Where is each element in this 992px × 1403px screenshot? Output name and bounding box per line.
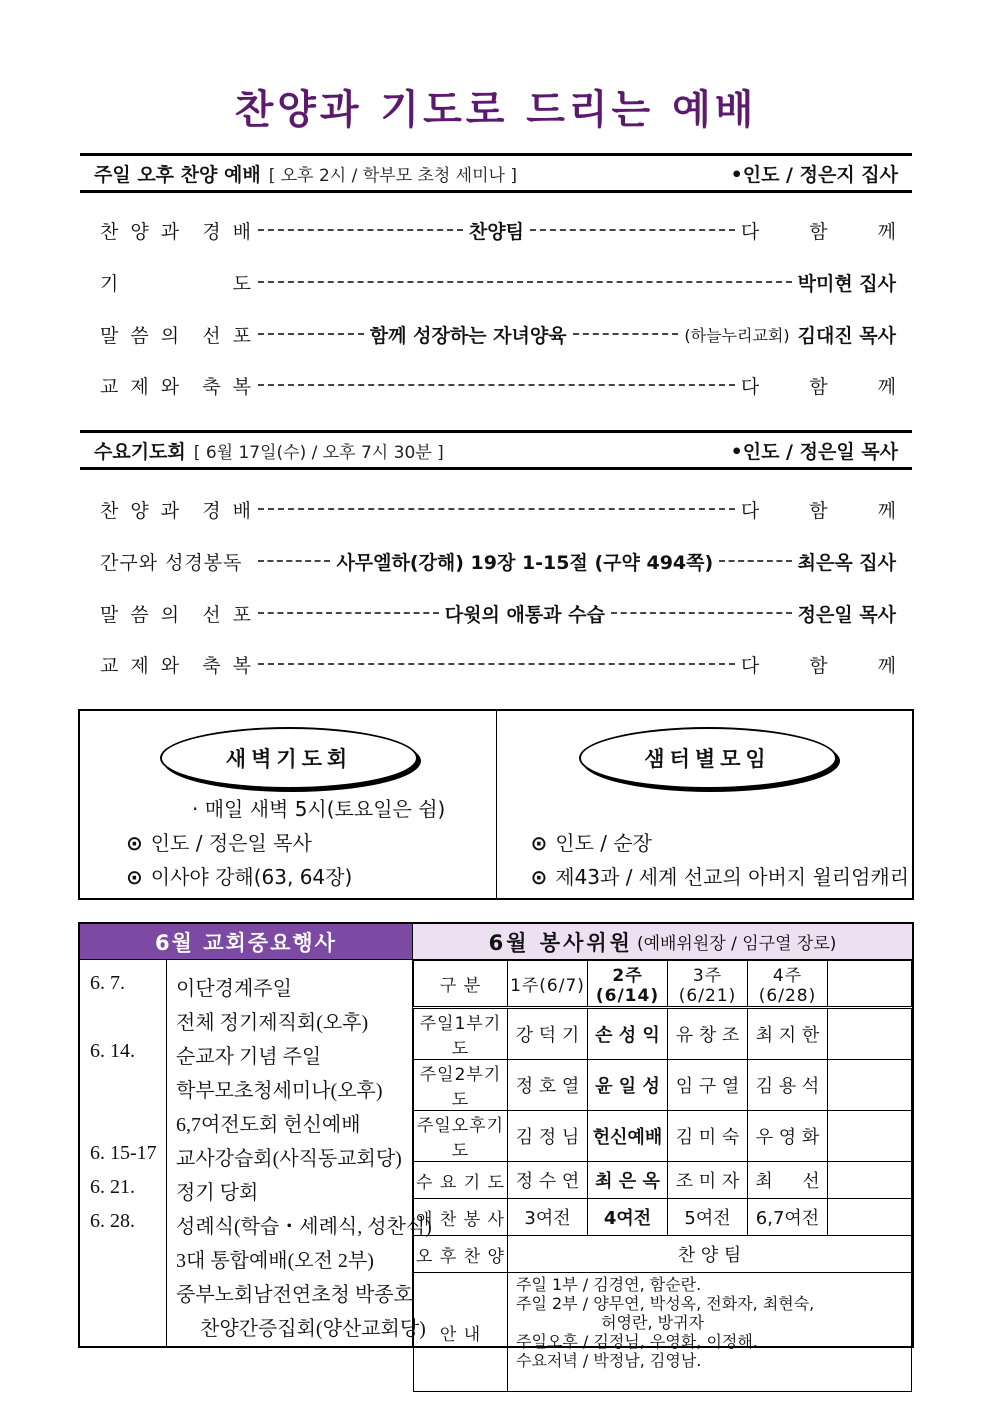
service-heading-title: 6월 봉사위원	[488, 930, 633, 955]
event-item: 중부노회남전연초청 박종호	[176, 1284, 413, 1306]
cell-leader-line	[531, 827, 653, 856]
service-empty-cell	[828, 1111, 912, 1162]
dawn-study-line	[126, 861, 352, 890]
order-label-char: 교	[100, 375, 120, 398]
order-person: 다 함 께	[740, 499, 918, 522]
dashed-leader	[530, 229, 735, 231]
service-empty-cell	[828, 961, 912, 1008]
dashed-leader	[258, 333, 364, 335]
order-label-char: 제	[130, 375, 150, 398]
service-col-header: 4주(6/28)	[748, 961, 828, 1008]
target-bullet-icon: ⊙	[530, 865, 548, 889]
dashed-leader	[258, 612, 439, 614]
order-person: 다 함 께	[740, 375, 918, 398]
order-detail: 함께 성장하는 자녀양육	[369, 324, 567, 347]
dashed-leader	[258, 281, 792, 283]
event-item: 3대 통합예배(오전 2부)	[176, 1250, 374, 1272]
cell-leader: 인도 / 순장	[555, 831, 652, 855]
service-col-header: 1주(6/7)	[508, 961, 588, 1008]
order-row	[100, 267, 896, 297]
afternoon-praise-row	[414, 1236, 912, 1273]
order-label-char: 찬	[100, 499, 120, 522]
order-label-char: 복	[232, 375, 252, 398]
dashed-leader	[258, 560, 330, 562]
event-item: 전체 정기제직회(오후)	[176, 1012, 369, 1034]
order-person: 김대진 목사	[797, 324, 896, 347]
notice-content	[508, 1273, 912, 1392]
order-label-char: 의	[160, 324, 181, 347]
event-date: 6. 21.	[90, 1176, 135, 1198]
order-label-char: 와	[160, 654, 181, 677]
service-col-header: 구 분	[414, 961, 508, 1008]
order-detail: 다윗의 애통과 수습	[444, 603, 605, 626]
dawn-schedule: · 매일 새벽 5시(토요일은 쉼)	[192, 797, 446, 821]
notice-line: 주일오후 / 김정님, 우영화, 이정해.	[516, 1332, 758, 1351]
order-label-char: 와	[160, 375, 181, 398]
order-label-char: 기	[100, 272, 120, 295]
order-label	[100, 321, 252, 348]
dashed-leader	[258, 229, 463, 231]
service-table	[413, 960, 912, 1392]
service-heading	[413, 924, 912, 960]
service-cell: 6,7여전	[748, 1199, 828, 1236]
order-label	[100, 651, 252, 678]
order-row	[100, 494, 918, 524]
order-row	[100, 649, 918, 679]
service-cell: 정 수 연	[508, 1162, 588, 1199]
order-label-char: 도	[232, 272, 252, 295]
service-cell: 임 구 열	[668, 1060, 748, 1111]
events-divider	[166, 960, 167, 1346]
order-label-char: 선	[202, 324, 222, 347]
order-label	[100, 496, 252, 523]
service-col-header: 2주(6/14)	[588, 961, 668, 1008]
wednesday-leader: •인도 / 정은일 목사	[730, 440, 898, 463]
events-heading: 6월 교회중요행사	[80, 924, 413, 960]
order-label-char: 배	[232, 499, 252, 522]
service-cell: 우 영 화	[748, 1111, 828, 1162]
order-person: 다 함 께	[740, 654, 918, 677]
service-row-label: 애 찬 봉 사	[414, 1199, 508, 1236]
order-label-char: 양	[130, 220, 150, 243]
order-label-char: 경	[202, 499, 222, 522]
sunday-heading: 주일 오후 찬양 예배	[94, 163, 261, 186]
service-cell: 헌신예배	[588, 1111, 668, 1162]
service-cell: 최 지 한	[748, 1008, 828, 1060]
service-row-label: 수 요 기 도	[414, 1162, 508, 1199]
dawn-prayer-panel	[80, 711, 497, 898]
service-cell: 최 선	[748, 1162, 828, 1199]
dashed-leader	[258, 663, 735, 665]
order-label-char: 과	[160, 499, 181, 522]
service-header-row	[414, 961, 912, 1008]
sunday-leader: •인도 / 정은지 집사	[730, 163, 898, 186]
service-cell: 3여전	[508, 1199, 588, 1236]
order-label-char: 배	[232, 220, 252, 243]
cell-group-panel	[497, 711, 913, 898]
order-person: 다 함 께	[740, 220, 918, 243]
event-item: 순교자 기념 주일	[176, 1046, 322, 1068]
order-label	[100, 600, 252, 627]
order-label-char: 찬	[100, 220, 120, 243]
sunday-service-header	[80, 153, 912, 193]
bottom-panel	[78, 922, 914, 1370]
wednesday-heading: 수요기도회	[94, 440, 186, 463]
service-empty-cell	[828, 1199, 912, 1236]
event-date: 6. 7.	[90, 972, 125, 994]
dashed-leader	[573, 333, 679, 335]
cell-lesson-line	[531, 861, 910, 890]
order-label-char: 선	[202, 603, 222, 626]
service-empty-cell	[828, 1008, 912, 1060]
afternoon-praise-label: 오 후 찬 양	[414, 1236, 508, 1273]
page-title: 찬양과 기도로 드리는 예배	[234, 87, 758, 133]
cell-lesson: 제43과 / 세계 선교의 아버지 윌리엄캐리	[555, 865, 910, 889]
target-bullet-icon: ⊙	[530, 831, 548, 855]
events-list	[80, 960, 432, 1346]
service-row	[414, 1008, 912, 1060]
order-church: (하늘누리교회)	[684, 325, 790, 345]
order-label-char: 복	[232, 654, 252, 677]
order-label-char: 교	[100, 654, 120, 677]
notice-line: 허영란, 방귀자	[516, 1313, 704, 1332]
service-heading-sub: (예배위원장 / 임구열 장로)	[636, 934, 837, 954]
order-label-char: 포	[232, 324, 252, 347]
order-label-char: 축	[202, 654, 222, 677]
service-cell: 최 은 옥	[588, 1162, 668, 1199]
event-item: 6,7여전도회 헌신예배	[176, 1114, 361, 1136]
event-item: 찬양간증집회(양산교회당)	[200, 1318, 426, 1340]
afternoon-praise-value: 찬 양 팀	[508, 1236, 912, 1273]
service-empty-cell	[828, 1162, 912, 1199]
order-label	[100, 548, 252, 575]
event-item: 이단경계주일	[176, 978, 292, 1000]
order-row	[100, 598, 896, 628]
order-person: 최은옥 집사	[797, 551, 897, 574]
event-date: 6. 28.	[90, 1210, 135, 1232]
notice-line: 주일 2부 / 양무연, 박성옥, 전화자, 최현숙,	[516, 1294, 815, 1313]
order-label-char: 경	[202, 220, 222, 243]
order-label-char: 씀	[130, 603, 150, 626]
order-label-char: 말	[100, 324, 120, 347]
order-label-char: 간구와 성경봉독	[100, 551, 243, 574]
service-row-label: 주일2부기도	[414, 1060, 508, 1111]
dashed-leader	[258, 384, 735, 386]
dashed-leader	[611, 612, 792, 614]
dashed-leader	[258, 508, 735, 510]
order-label-char: 의	[160, 603, 181, 626]
service-cell: 손 성 익	[588, 1008, 668, 1060]
service-row-label: 주일1부기도	[414, 1008, 508, 1060]
order-label-char: 씀	[130, 324, 150, 347]
order-detail: 찬양팀	[468, 220, 524, 243]
dawn-leader: 인도 / 정은일 목사	[150, 831, 312, 855]
dawn-prayer-title: 새벽기도회	[160, 727, 418, 789]
dashed-leader	[719, 560, 791, 562]
order-label	[100, 372, 252, 399]
service-row	[414, 1199, 912, 1236]
service-cell: 김 정 님	[508, 1111, 588, 1162]
sunday-subheading: [ 오후 2시 / 학부모 초청 세미나 ]	[268, 165, 517, 186]
service-empty-cell	[828, 1060, 912, 1111]
event-item: 학부모초청세미나(오후)	[176, 1080, 383, 1102]
cell-group-title: 샘터별모임	[579, 727, 837, 789]
service-cell: 김 미 숙	[668, 1111, 748, 1162]
wednesday-service-header	[80, 430, 912, 470]
order-row	[100, 215, 918, 245]
notice-line: 주일 1부 / 김경연, 함순란.	[516, 1275, 702, 1294]
service-row	[414, 1111, 912, 1162]
service-cell: 4여전	[588, 1199, 668, 1236]
target-bullet-icon: ⊙	[126, 865, 143, 889]
order-row	[100, 370, 918, 400]
service-cell: 5여전	[668, 1199, 748, 1236]
order-label-char: 양	[130, 499, 150, 522]
order-row	[100, 319, 896, 349]
order-person: 정은일 목사	[797, 603, 897, 626]
event-item: 정기 당회	[176, 1182, 259, 1204]
order-detail: 사무엘하(강해) 19장 1-15절 (구약 494쪽)	[336, 551, 714, 574]
meetings-box	[78, 709, 914, 900]
event-date: 6. 15-17	[90, 1142, 157, 1164]
service-cell: 조 미 자	[668, 1162, 748, 1199]
notice-line: 수요저녁 / 박정남, 김영남.	[516, 1351, 702, 1370]
event-item: 성례식(학습・세례식, 성찬식)	[176, 1216, 432, 1238]
service-row-label: 주일오후기도	[414, 1111, 508, 1162]
order-label-char: 제	[130, 654, 150, 677]
order-label	[100, 217, 252, 244]
service-cell: 강 덕 기	[508, 1008, 588, 1060]
order-label	[100, 269, 252, 296]
order-person: 박미현 집사	[797, 272, 896, 295]
order-row	[100, 546, 896, 576]
order-label-char: 포	[232, 603, 252, 626]
notice-label: 안 내	[414, 1273, 508, 1392]
service-cell: 유 창 조	[668, 1008, 748, 1060]
dawn-study: 이사야 강해(63, 64장)	[150, 865, 353, 889]
target-bullet-icon: ⊙	[126, 831, 143, 855]
wednesday-subheading: [ 6월 17일(수) / 오후 7시 30분 ]	[193, 442, 444, 463]
service-col-header: 3주(6/21)	[668, 961, 748, 1008]
service-row	[414, 1060, 912, 1111]
service-cell: 윤 일 성	[588, 1060, 668, 1111]
order-label-char: 말	[100, 603, 120, 626]
dawn-leader-line	[126, 827, 312, 856]
notice-row	[414, 1273, 912, 1392]
event-date: 6. 14.	[90, 1040, 135, 1062]
order-label-char: 과	[160, 220, 181, 243]
service-row	[414, 1162, 912, 1199]
event-item: 교사강습회(사직동교회당)	[176, 1148, 402, 1170]
order-label-char: 축	[202, 375, 222, 398]
service-cell: 정 호 열	[508, 1060, 588, 1111]
service-cell: 김 용 석	[748, 1060, 828, 1111]
